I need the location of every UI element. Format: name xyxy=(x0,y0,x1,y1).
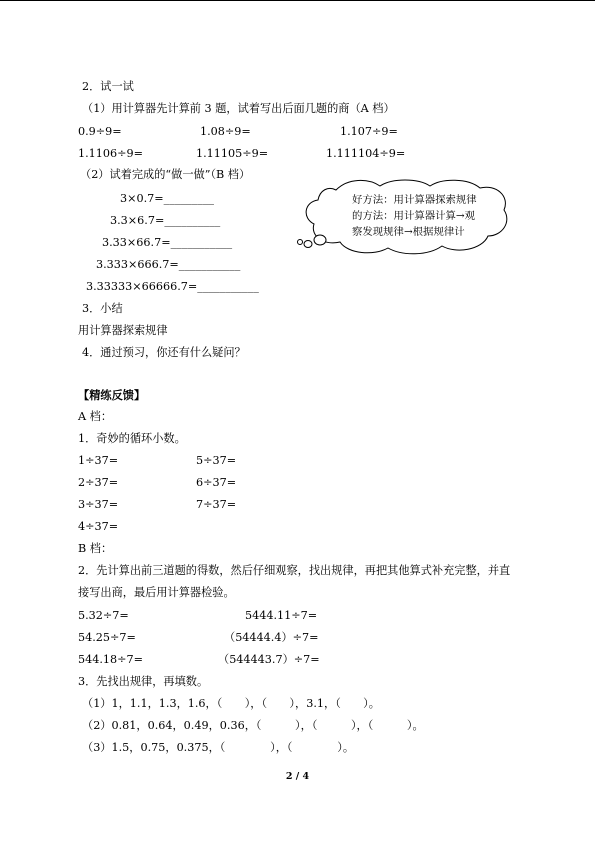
section-4-heading: 4．通过预习，你还有什么疑问？ xyxy=(82,346,246,359)
question-1-title: 1．奇妙的循环小数。 xyxy=(78,432,186,445)
section-3-text: 用计算器探索规律 xyxy=(78,324,168,337)
calc-item: 1.1106÷9= xyxy=(78,147,144,160)
question-2-title: 2．先计算出前三道题的得数，然后仔细观察，找出规律，再把其他算式补充完整，并直 xyxy=(78,564,511,577)
calc-item: 0.9÷9= xyxy=(78,125,122,138)
calc-item: 1÷37= xyxy=(78,454,119,467)
thought-cloud-callout xyxy=(296,178,512,258)
fill-line: 3×0.7=_________ xyxy=(120,192,215,205)
fill-line: 3.333×666.7=___________ xyxy=(96,258,241,271)
question-2-title-cont: 接写出商，最后用计算器检验。 xyxy=(78,586,235,599)
calc-item: 5444.11÷7= xyxy=(245,609,318,622)
fill-line: 3.33×66.7=___________ xyxy=(102,236,233,249)
calc-item: 2÷37= xyxy=(78,476,119,489)
calc-item: 4÷37= xyxy=(78,520,119,533)
calc-item: 1.111104÷9= xyxy=(326,147,406,160)
callout-line: 察发现规律→根据规律计 xyxy=(352,226,465,238)
fill-line: 3.3×6.7=__________ xyxy=(110,214,221,227)
calc-item: （54444.4）÷7= xyxy=(224,631,319,644)
calc-item: 7÷37= xyxy=(196,498,237,511)
calc-item: 1.11105÷9= xyxy=(196,147,269,160)
section-3-heading: 3．小结 xyxy=(82,302,123,315)
calc-item: 5.32÷7= xyxy=(78,609,129,622)
callout-line: 好方法：用计算器探索规律 xyxy=(352,194,477,206)
feedback-heading: 【精练反馈】 xyxy=(78,388,146,402)
section-2-heading: 2．试一试 xyxy=(82,80,134,93)
sequence-line: （1）1，1.1，1.3，1.6，（ ），（ ），3.1，（ ）。 xyxy=(82,697,380,710)
top-border-line xyxy=(0,0,595,1)
a-level-label: A 档： xyxy=(78,410,113,423)
question-3-title: 3．先找出规律，再填数。 xyxy=(78,675,209,688)
callout-line: 的方法：用计算器计算→观 xyxy=(352,210,476,222)
calc-item: 3÷37= xyxy=(78,498,119,511)
calc-item: 1.107÷9= xyxy=(340,125,398,138)
calc-item: 5÷37= xyxy=(196,454,237,467)
calc-item: 54.25÷7= xyxy=(78,631,136,644)
part-1-title: （1）用计算器先计算前 3 题，试着写出后面几题的商（A 档） xyxy=(82,102,395,115)
calc-item: （544443.7）÷7= xyxy=(218,653,320,666)
sequence-line: （2）0.81，0.64，0.49，0.36，（ ），（ ），（ ）。 xyxy=(82,719,424,732)
calc-item: 544.18÷7= xyxy=(78,653,144,666)
calc-item: 6÷37= xyxy=(196,476,237,489)
part-2-title: （2）试着完成的“做一做”（B 档） xyxy=(80,168,251,181)
b-level-label: B 档： xyxy=(78,542,113,555)
sequence-line: （3）1.5，0.75，0.375，（ ），（ ）。 xyxy=(82,741,355,754)
calc-item: 1.08÷9= xyxy=(200,125,251,138)
page-number: 2 / 4 xyxy=(285,771,310,782)
fill-line: 3.33333×66666.7=___________ xyxy=(86,280,259,293)
